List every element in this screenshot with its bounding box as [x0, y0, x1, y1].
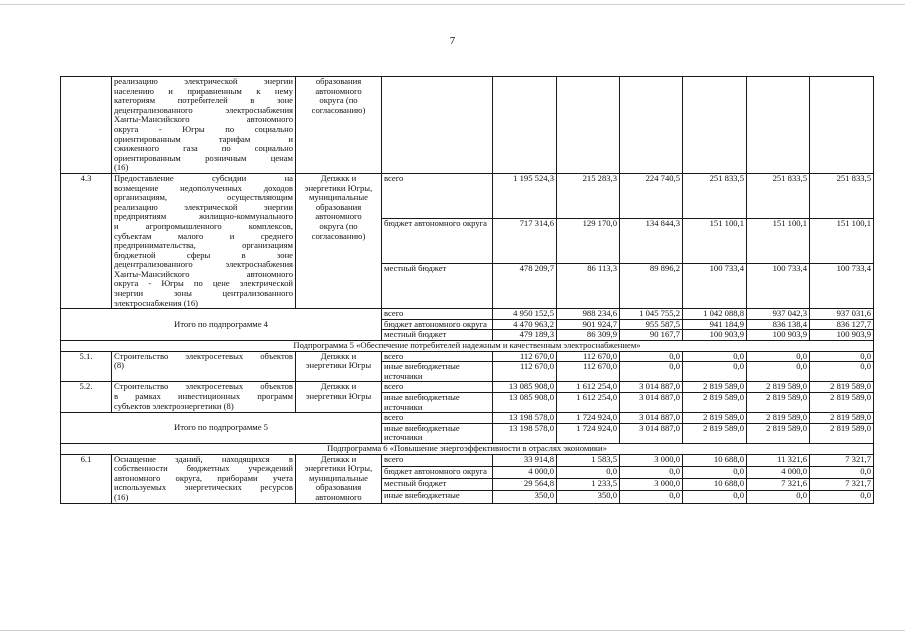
measure-name-line: предприятиям жилищно-коммунального — [114, 211, 293, 222]
measure-name-line: возмещение недополученных доходов — [114, 182, 293, 193]
scan-edge-bottom — [0, 630, 905, 631]
amount-cell: 0,0 — [620, 351, 683, 362]
funding-source: всего — [382, 173, 493, 218]
table-row — [61, 77, 874, 174]
measure-name-line: и агропромышленного комплексов, — [114, 220, 293, 231]
executor-line: округа (по — [319, 220, 358, 231]
row-number — [61, 77, 112, 174]
amount-cell: 2 819 589,0 — [810, 382, 874, 393]
measure-name-line: организациям, осуществляющим — [114, 192, 293, 203]
amount-cell: 100 903,9 — [810, 330, 874, 341]
measure-name-line: ориентированным тарифам и — [114, 133, 293, 144]
measure-name-line: децентрализованного электроснабжения — [114, 104, 293, 115]
amount-cell: 3 014 887,0 — [620, 423, 683, 443]
amount-cell: 7 321,7 — [810, 479, 874, 491]
measure-name — [112, 77, 296, 174]
amount-cell: 350,0 — [493, 491, 557, 503]
measure-name-line: предпринимательства, организациям — [114, 240, 293, 251]
measure-name-line: используемых энергетических ресурсов — [114, 482, 293, 493]
amount-cell: 3 014 887,0 — [620, 382, 683, 393]
executor-line: энергетики Югры — [305, 391, 372, 401]
measure-name-line: Ханты-Мансийского автономного — [114, 114, 293, 125]
amount-cell: 151 100,1 — [747, 219, 810, 264]
row-number: 4.3 — [61, 173, 112, 308]
executor-line: энергетики Югры, — [304, 463, 373, 474]
row-number: 6.1 — [61, 454, 112, 503]
funding-source: местный бюджет — [382, 330, 493, 341]
amount-cell: 100 733,4 — [810, 264, 874, 309]
amount-cell: 1 583,5 — [557, 454, 620, 466]
funding-source: бюджет автономного округа — [382, 219, 493, 264]
amount-cell: 112 670,0 — [493, 362, 557, 382]
measure-name-line: (16) — [114, 162, 129, 173]
amount-cell: 0,0 — [747, 491, 810, 503]
amount-cell: 350,0 — [557, 491, 620, 503]
amount-cell: 4 000,0 — [747, 466, 810, 478]
amount-cell: 13 198 578,0 — [493, 423, 557, 443]
measure-name-line: энергии зоны централизованного — [114, 288, 293, 299]
executor-line: согласованию) — [311, 104, 366, 115]
amount-cell: 3 000,0 — [620, 479, 683, 491]
funding-source: иные внебюджетные — [382, 491, 493, 503]
section-title: Подпрограмма 5 «Обеспечение потребителей надежным и качественным электроснабжением» — [61, 341, 874, 352]
amount-cell: 1 042 088,8 — [683, 309, 747, 320]
executor-line: образования — [315, 201, 362, 212]
amount-cell: 0,0 — [810, 351, 874, 362]
amount-cell: 0,0 — [557, 466, 620, 478]
amount-cell: 10 688,0 — [683, 479, 747, 491]
amount-cell: 7 321,6 — [747, 479, 810, 491]
amount-cell: 100 733,4 — [747, 264, 810, 309]
measure-name-line: бюджетной сферы в зоне — [114, 249, 293, 260]
amount-cell: 2 819 589,0 — [810, 393, 874, 413]
amount-cell: 251 833,5 — [683, 173, 747, 218]
amount-cell: 89 896,2 — [620, 264, 683, 309]
measure-name-line: в рамках инвестиционных программ — [114, 391, 293, 401]
amount-cell: 1 724 924,0 — [557, 413, 620, 424]
measure-name — [112, 351, 296, 382]
measure-name-line: реализацию электрической энергии — [114, 201, 293, 212]
amount-cell: 215 283,3 — [557, 173, 620, 218]
amount-cell: 2 819 589,0 — [747, 413, 810, 424]
amount-cell: 2 819 589,0 — [747, 423, 810, 443]
amount-cell: 1 724 924,0 — [557, 423, 620, 443]
scan-edge-top — [0, 4, 905, 5]
executor — [296, 77, 382, 174]
section-row — [61, 443, 874, 454]
amount-cell: 251 833,5 — [810, 173, 874, 218]
amount-cell: 0,0 — [683, 362, 747, 382]
executor — [296, 351, 382, 382]
amount-cell: 100 903,9 — [683, 330, 747, 341]
section-title: Подпрограмма 6 «Повышение энергоэффективности в отраслях экономики» — [61, 443, 874, 454]
table-row — [61, 173, 874, 218]
amount-cell: 100 903,9 — [747, 330, 810, 341]
empty-cell — [382, 77, 493, 174]
measure-name-line: ориентированным розничным ценам — [114, 152, 293, 163]
table-row — [61, 351, 874, 362]
amount-cell: 112 670,0 — [493, 351, 557, 362]
amount-cell: 479 189,3 — [493, 330, 557, 341]
amount-cell: 0,0 — [683, 466, 747, 478]
table-row — [61, 413, 874, 424]
measure-name-line: собственности бюджетных учреждений — [114, 463, 293, 474]
amount-cell: 717 314,6 — [493, 219, 557, 264]
amount-cell: 0,0 — [620, 466, 683, 478]
executor-line: образования — [315, 76, 362, 86]
amount-cell: 112 670,0 — [557, 351, 620, 362]
amount-cell: 7 321,7 — [810, 454, 874, 466]
amount-cell: 100 733,4 — [683, 264, 747, 309]
amount-cell: 112 670,0 — [557, 362, 620, 382]
funding-source: всего — [382, 351, 493, 362]
funding-source: бюджет автономного округа — [382, 466, 493, 478]
amount-cell: 4 000,0 — [493, 466, 557, 478]
measure-name-line: автономного округа, приборами учета — [114, 472, 293, 483]
amount-cell: 937 042,3 — [747, 309, 810, 320]
amount-cell: 33 914,8 — [493, 454, 557, 466]
subtotal-label: Итого по подпрограмме 4 — [61, 309, 382, 341]
measure-name-line: Строительство электросетевых объектов — [114, 381, 293, 392]
executor-line: согласованию) — [311, 230, 366, 241]
amount-cell: 129 170,0 — [557, 219, 620, 264]
executor-line: автономного — [315, 211, 362, 222]
measure-name-line: электроснабжения (16) — [114, 297, 199, 308]
amount-cell: 2 819 589,0 — [683, 393, 747, 413]
executor-line: Депжкк и — [320, 381, 357, 392]
executor — [296, 382, 382, 413]
measure-name-line: сжиженного газа по социально — [114, 143, 293, 154]
amount-cell: 134 844,3 — [620, 219, 683, 264]
measure-name-line: (16) — [114, 491, 129, 502]
amount-cell: 1 195 524,3 — [493, 173, 557, 218]
amount-cell: 836 138,4 — [747, 319, 810, 330]
measure-name-line: округа - Югры по цене электрической — [114, 278, 293, 289]
row-number: 5.2. — [61, 382, 112, 413]
amount-cell: 955 587,5 — [620, 319, 683, 330]
amount-cell: 3 014 887,0 — [620, 393, 683, 413]
amount-cell: 3 014 887,0 — [620, 413, 683, 424]
empty-cell — [747, 77, 810, 174]
executor-line: Депжкк и — [320, 351, 357, 361]
amount-cell: 86 309,9 — [557, 330, 620, 341]
table-row — [61, 382, 874, 393]
executor-line: Депжкк и — [320, 173, 357, 183]
measure-name-line: населению и приравненным к нему — [114, 85, 293, 96]
measure-name-line: децентрализованного электроснабжения — [114, 259, 293, 270]
funding-source: местный бюджет — [382, 479, 493, 491]
executor-line: энергетики Югры, — [304, 182, 373, 193]
funding-source: иные внебюджетные источники — [382, 362, 493, 382]
amount-cell: 151 100,1 — [810, 219, 874, 264]
budget-table — [60, 76, 874, 504]
amount-cell: 90 167,7 — [620, 330, 683, 341]
amount-cell: 4 950 152,5 — [493, 309, 557, 320]
funding-source: всего — [382, 454, 493, 466]
amount-cell: 0,0 — [747, 351, 810, 362]
amount-cell: 13 085 908,0 — [493, 393, 557, 413]
section-row — [61, 341, 874, 352]
amount-cell: 2 819 589,0 — [810, 413, 874, 424]
amount-cell: 988 234,6 — [557, 309, 620, 320]
measure-name-line: Оснащение зданий, находящихся в — [114, 454, 293, 464]
amount-cell: 941 184,9 — [683, 319, 747, 330]
funding-source: местный бюджет — [382, 264, 493, 309]
measure-name-line: Предоставление субсидии на — [114, 173, 293, 183]
amount-cell: 0,0 — [683, 491, 747, 503]
amount-cell: 0,0 — [810, 491, 874, 503]
empty-cell — [620, 77, 683, 174]
row-number: 5.1. — [61, 351, 112, 382]
amount-cell: 11 321,6 — [747, 454, 810, 466]
measure-name-line: Строительство электросетевых объектов — [114, 351, 293, 361]
amount-cell: 1 233,5 — [557, 479, 620, 491]
amount-cell: 1 612 254,0 — [557, 382, 620, 393]
measure-name-line: округа - Югры по социально — [114, 123, 293, 134]
measure-name-line: субъектов электроэнергетики (8) — [114, 400, 234, 411]
amount-cell: 2 819 589,0 — [810, 423, 874, 443]
executor-line: муниципальные — [308, 192, 368, 203]
amount-cell: 901 924,7 — [557, 319, 620, 330]
amount-cell: 3 000,0 — [620, 454, 683, 466]
funding-source: всего — [382, 413, 493, 424]
amount-cell: 224 740,5 — [620, 173, 683, 218]
executor-line: образования — [315, 482, 362, 493]
amount-cell: 0,0 — [810, 362, 874, 382]
empty-cell — [557, 77, 620, 174]
executor-line: автономного — [315, 85, 362, 96]
executor — [296, 454, 382, 503]
amount-cell: 1 612 254,0 — [557, 393, 620, 413]
empty-cell — [810, 77, 874, 174]
table-row — [61, 309, 874, 320]
funding-source: иные внебюджетные источники — [382, 423, 493, 443]
measure-name-line: реализацию электрической энергии — [114, 76, 293, 86]
amount-cell: 0,0 — [620, 491, 683, 503]
measure-name — [112, 454, 296, 503]
amount-cell: 937 031,6 — [810, 309, 874, 320]
amount-cell: 13 198 578,0 — [493, 413, 557, 424]
amount-cell: 2 819 589,0 — [747, 393, 810, 413]
funding-source: всего — [382, 309, 493, 320]
empty-cell — [683, 77, 747, 174]
measure-name-line: категориям потребителей в зоне — [114, 95, 293, 106]
table-row — [61, 454, 874, 466]
funding-source: иные внебюджетные источники — [382, 393, 493, 413]
amount-cell: 13 085 908,0 — [493, 382, 557, 393]
empty-cell — [493, 77, 557, 174]
measure-name-line: (8) — [114, 360, 125, 371]
executor-line: округа (по — [319, 95, 358, 106]
subtotal-label: Итого по подпрограмме 5 — [61, 413, 382, 444]
amount-cell: 2 819 589,0 — [683, 382, 747, 393]
executor-line: автономного — [315, 491, 362, 502]
amount-cell: 2 819 589,0 — [683, 413, 747, 424]
measure-name-line: Ханты-Мансийского автономного — [114, 268, 293, 279]
funding-source: бюджет автономного округа — [382, 319, 493, 330]
amount-cell: 1 045 755,2 — [620, 309, 683, 320]
amount-cell: 478 209,7 — [493, 264, 557, 309]
amount-cell: 86 113,3 — [557, 264, 620, 309]
amount-cell: 2 819 589,0 — [683, 423, 747, 443]
executor-line: энергетики Югры — [305, 360, 372, 371]
amount-cell: 0,0 — [620, 362, 683, 382]
executor — [296, 173, 382, 308]
measure-name — [112, 173, 296, 308]
amount-cell: 251 833,5 — [747, 173, 810, 218]
amount-cell: 10 688,0 — [683, 454, 747, 466]
amount-cell: 0,0 — [683, 351, 747, 362]
amount-cell: 29 564,8 — [493, 479, 557, 491]
amount-cell: 836 127,7 — [810, 319, 874, 330]
funding-source: всего — [382, 382, 493, 393]
amount-cell: 4 470 963,2 — [493, 319, 557, 330]
executor-line: Депжкк и — [320, 454, 357, 464]
amount-cell: 0,0 — [747, 362, 810, 382]
amount-cell: 0,0 — [810, 466, 874, 478]
executor-line: муниципальные — [308, 472, 368, 483]
measure-name — [112, 382, 296, 413]
measure-name-line: субъектам малого и среднего — [114, 230, 293, 241]
amount-cell: 151 100,1 — [683, 219, 747, 264]
table-body — [61, 77, 874, 504]
page-number: 7 — [449, 35, 456, 47]
amount-cell: 2 819 589,0 — [747, 382, 810, 393]
